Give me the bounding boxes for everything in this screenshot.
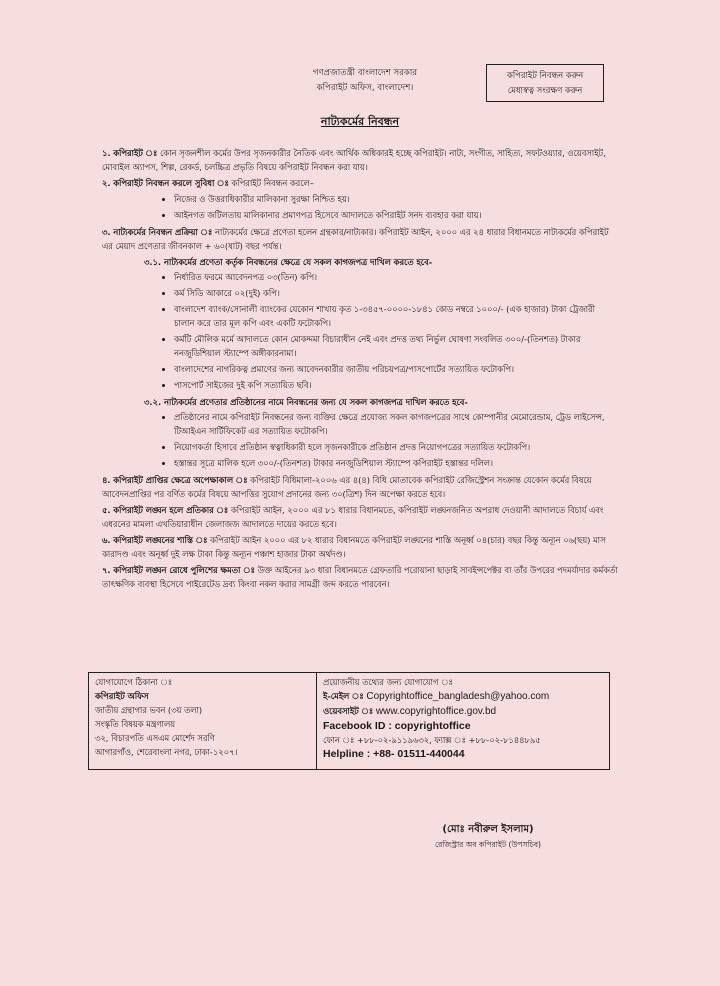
list-item: • হস্তান্তর সূত্রে মালিক হলে ৩০০/-(তিনশত) টাকার ননজুডিশিয়াল স্ট্যাম্পে কপিরাইট হস্তান্তর দলিল। [174,456,618,470]
office-header [290,66,440,96]
section-text: কপিরাইট আইন, ২০০০ এর ৮১ ধারার বিধানমতে, কপিরাইট লঙ্ঘনজনিত অপরাধ দেওয়ানী আদালতে বিচার্য এবং এধরনের মামলা এখতিয়ারাধীন জেলাজজ আদালতে দায়ের করতে হবে। [102,505,604,529]
page-title [0,113,720,132]
section-7 [102,563,618,591]
section-text: নাট্যকর্মের ক্ষেত্রে প্রণেতা হলেন গ্রন্থকার/নাট্যকার। কপিরাইট আইন, ২০০০ এর ২৪ ধারার বিধানমতে নাট্যকর্মের কপিরাইট এর মেয়াদ প্রণেতার জীবনকাল + ৬০(ষাট) বছর পর্যন্ত। [102,227,609,251]
slogan-box [486,64,604,102]
signatory-designation: রেজিস্ট্রার অব কপিরাইট (উপসচিব) [434,840,542,849]
list-item: • নিজের ও উত্তরাধিকারীর মালিকানা সুরক্ষা নিশ্চিত হয়। [174,192,618,206]
slogan-line-1: কপিরাইট নিবন্ধন করুন [506,70,584,80]
section-text: কপিরাইট বিধিমালা-২০০৬ এর ৪(৪) বিধি মোতাবেক কপিরাইট রেজিস্ট্রেশন সংক্রান্ত যেকোন কর্মের বিষয়ে আবেদনপ্রাপ্তির পর বর্ণিত কর্মের বিষয়ে আপত্তির সুযোগ প্রদানের জন্য ৩০(ত্রিশ) দিন অপেক্ষা করতে হবে। [102,475,592,499]
section-heading: কপিরাইট প্রাপ্তির ক্ষেত্রে অপেক্ষাকাল ঃ [113,475,248,485]
office-name: কপিরাইট অফিস [95,691,149,701]
section-2 [102,176,618,222]
subsection-3-2-heading: ৩.২. নাট্যকর্মের প্রণেতার প্রতিষ্ঠানের নামে নিবন্ধনের জন্য যে সকল কাগজপত্র দাখিল করতে হবে- [144,397,468,407]
document-list-institution [102,410,618,470]
address-heading: যোগাযোগে ঠিকানা ঃ [95,677,173,687]
list-item: • আইনগত জটিলতায় মালিকানার প্রমাণপত্র হিসেবে আদালতে কপিরাইট সনদ ব্যবহার করা যায়। [174,208,618,222]
signatory-name: (মোঃ নবীরুল ইসলাম) [442,824,534,835]
list-item: • পাসপোর্ট সাইজের দুই কপি সত্যায়িত ছবি। [174,378,618,392]
address-line: সংস্কৃতি বিষয়ক মন্ত্রণালয় [95,719,176,729]
phone-fax: ফোন ঃ +৮৮-০২-৯১১৯৬৩২, ফ্যাক্স ঃ +৮৮-০২-৮১৪৪৮৯৫ [323,735,541,745]
section-number: ৫. [102,505,111,515]
section-heading: কপিরাইট নিবন্ধন করলে সুবিধা ঃ [113,178,229,188]
section-number: ১. [102,148,111,158]
email-label: ই-মেইল ঃ [323,691,364,701]
document-body [102,146,618,593]
subsection-3-1-heading: ৩.১. নাট্যকর্মের প্রণেতা কর্তৃক নিবন্ধনের ক্ষেত্রে যে সকল কাগজপত্র দাখিল করতে হবে- [144,257,433,267]
section-4 [102,473,618,501]
section-3 [102,225,618,470]
header-line-1: গণপ্রজাতন্ত্রী বাংলাদেশ সরকার [312,68,418,78]
section-heading: কপিরাইট লঙ্ঘনের শাস্তি ঃ [113,535,208,545]
page-title-text: নাট্যকর্মের নিবন্ধন [320,115,400,128]
info-heading: প্রয়োজনীয় তথ্যের জন্য যোগাযোগ ঃ [323,677,453,687]
benefit-list [102,192,618,222]
list-item: • নিয়োগকর্তা হিসাবে প্রতিষ্ঠান স্বত্বাধিকারী হলে সৃজনকারীকে প্রতিষ্ঠান প্রদত্ত নিয়োগপত্রের সত্যায়িত ফটোকপি। [174,440,618,454]
section-6 [102,533,618,561]
contact-box [88,672,610,770]
website-label: ওয়েবসাইট ঃ [323,706,374,716]
contact-address [89,673,317,769]
address-line: ৩২, বিচারপতি এসএম মোর্শেদ সরণি [95,733,215,743]
section-number: ৬. [102,535,111,545]
section-heading: কপিরাইট লঙ্ঘন রোধে পুলিশের ক্ষমতা ঃ [113,565,255,575]
contact-info [317,673,609,769]
address-line: জাতীয় গ্রন্থাগার ভবন (৩য় তলা) [95,705,203,715]
section-text: কোন সৃজনশীল কর্মের উপর সৃজনকারীর নৈতিক এবং আর্থিক অধিকারই হচ্ছে কপিরাইট। নাট্য, সংগীত, সাহিত্য, সফটওয়্যার, ওয়েবসাইট, মোবাইল অ্যাপস, শিল্প, রেকর্ড, চলচ্চিত্র প্রভৃতি বিষয়ে কপিরাইট নিবন্ধন করা যায়। [102,148,606,172]
section-1 [102,146,618,174]
section-heading: কপিরাইট ঃ [113,148,158,158]
website-link[interactable]: www.copyrightoffice.gov.bd [375,706,497,717]
facebook-id: Facebook ID : copyrightoffice [323,720,471,732]
section-number: ৭. [102,565,111,575]
list-item: • কর্মটি মৌলিক মর্মে আদালতে কোন মোকদ্দমা বিচারাধীন নেই এবং প্রদত্ত তথ্য নির্ভুল ঘোষণা সংবলিত ৩০০/-(তিনশত) টাকার ননজুডিশিয়াল স্ট্যাম্পে অঙ্গীকারনামা। [174,332,618,360]
address-line: আগারগাঁও, শেরেবাংলা নগর, ঢাকা-১২০৭। [95,747,238,757]
section-text: কপিরাইট আইন ২০০০ এর ৮২ ধারার বিধানমতে কপিরাইট লঙ্ঘনের শাস্তি অনূর্ধ্ব ০৪(চার) বছর কিন্তু অন্যূন ০৬(ছয়) মাস কারাদণ্ড এবং অনূর্ধ্ব দুই লক্ষ টাকা কিন্তু অন্যূন পঞ্চাশ হাজার টাকা অর্থদণ্ড। [102,535,606,559]
section-heading: নাট্যকর্মের নিবন্ধন প্রক্রিয়া ঃ [113,227,213,237]
section-text: কপিরাইট নিবন্ধন করলে– [231,178,314,188]
website-row [323,704,603,719]
slogan-line-2: মেধাস্বত্ব সংরক্ষণ করুন [507,85,583,95]
list-item: • নির্ধারিত ফরমে আবেদনপত্র ০৩(তিন) কপি। [174,270,618,284]
document-list-author [102,270,618,392]
section-text: উক্ত আইনের ৯৩ ধারা বিধানমতে গ্রেফতারি পরোয়ানা ছাড়াই সাবইন্সপেক্টর বা তাঁর উপরের পদমর্যাদার কর্মকর্তা তাৎক্ষণিক ব্যবস্থা হিসেবে পাইরেটেড দ্রব্য কিংবা নকল করার সামগ্রী জব্দ করতে পারবেন। [102,565,618,589]
signature-block [418,822,558,852]
section-number: ২. [102,178,111,188]
section-heading: কপিরাইট লঙ্ঘন হলে প্রতিকার ঃ [113,505,229,515]
email-row [323,689,603,704]
list-item: • বাংলাদেশ ব্যাংক/সোনালী ব্যাংকের যেকোন শাখায় কৃত ১-৩৪৫৭-০০০০-১৮৪১ কোড নম্বরে ১০০০/- (এক হাজার) টাকা ট্রেজারী চালান করে তার মূল কপি এবং একটি ফটোকপি। [174,302,618,330]
section-number: ৪. [102,475,111,485]
email-address[interactable]: Copyrightoffice_bangladesh@yahoo.com [366,691,550,702]
helpline: Helpline : +88- 01511-440044 [323,748,465,760]
section-5 [102,503,618,531]
list-item: • বাংলাদেশের নাগরিকত্ব প্রমাণের জন্য আবেদনকারীর জাতীয় পরিচয়পত্র/পাসপোর্টের সত্যায়িত ফটোকপি। [174,362,618,376]
list-item: • প্রতিষ্ঠানের নামে কপিরাইট নিবন্ধনের জন্য ব্যক্তির ক্ষেত্রে প্রযোজ্য সকল কাগজপত্রের সাথে কোম্পানীর মেমোরেন্ডাম, ট্রেড লাইসেন্স, টিআইএন সার্টিফিকেট এর সত্যায়িত ফটোকপি। [174,410,618,438]
list-item: • কর্ম সিডি আকারে ০২(দুই) কপি। [174,286,618,300]
section-number: ৩. [102,227,111,237]
header-line-2: কপিরাইট অফিস, বাংলাদেশ। [316,83,414,93]
